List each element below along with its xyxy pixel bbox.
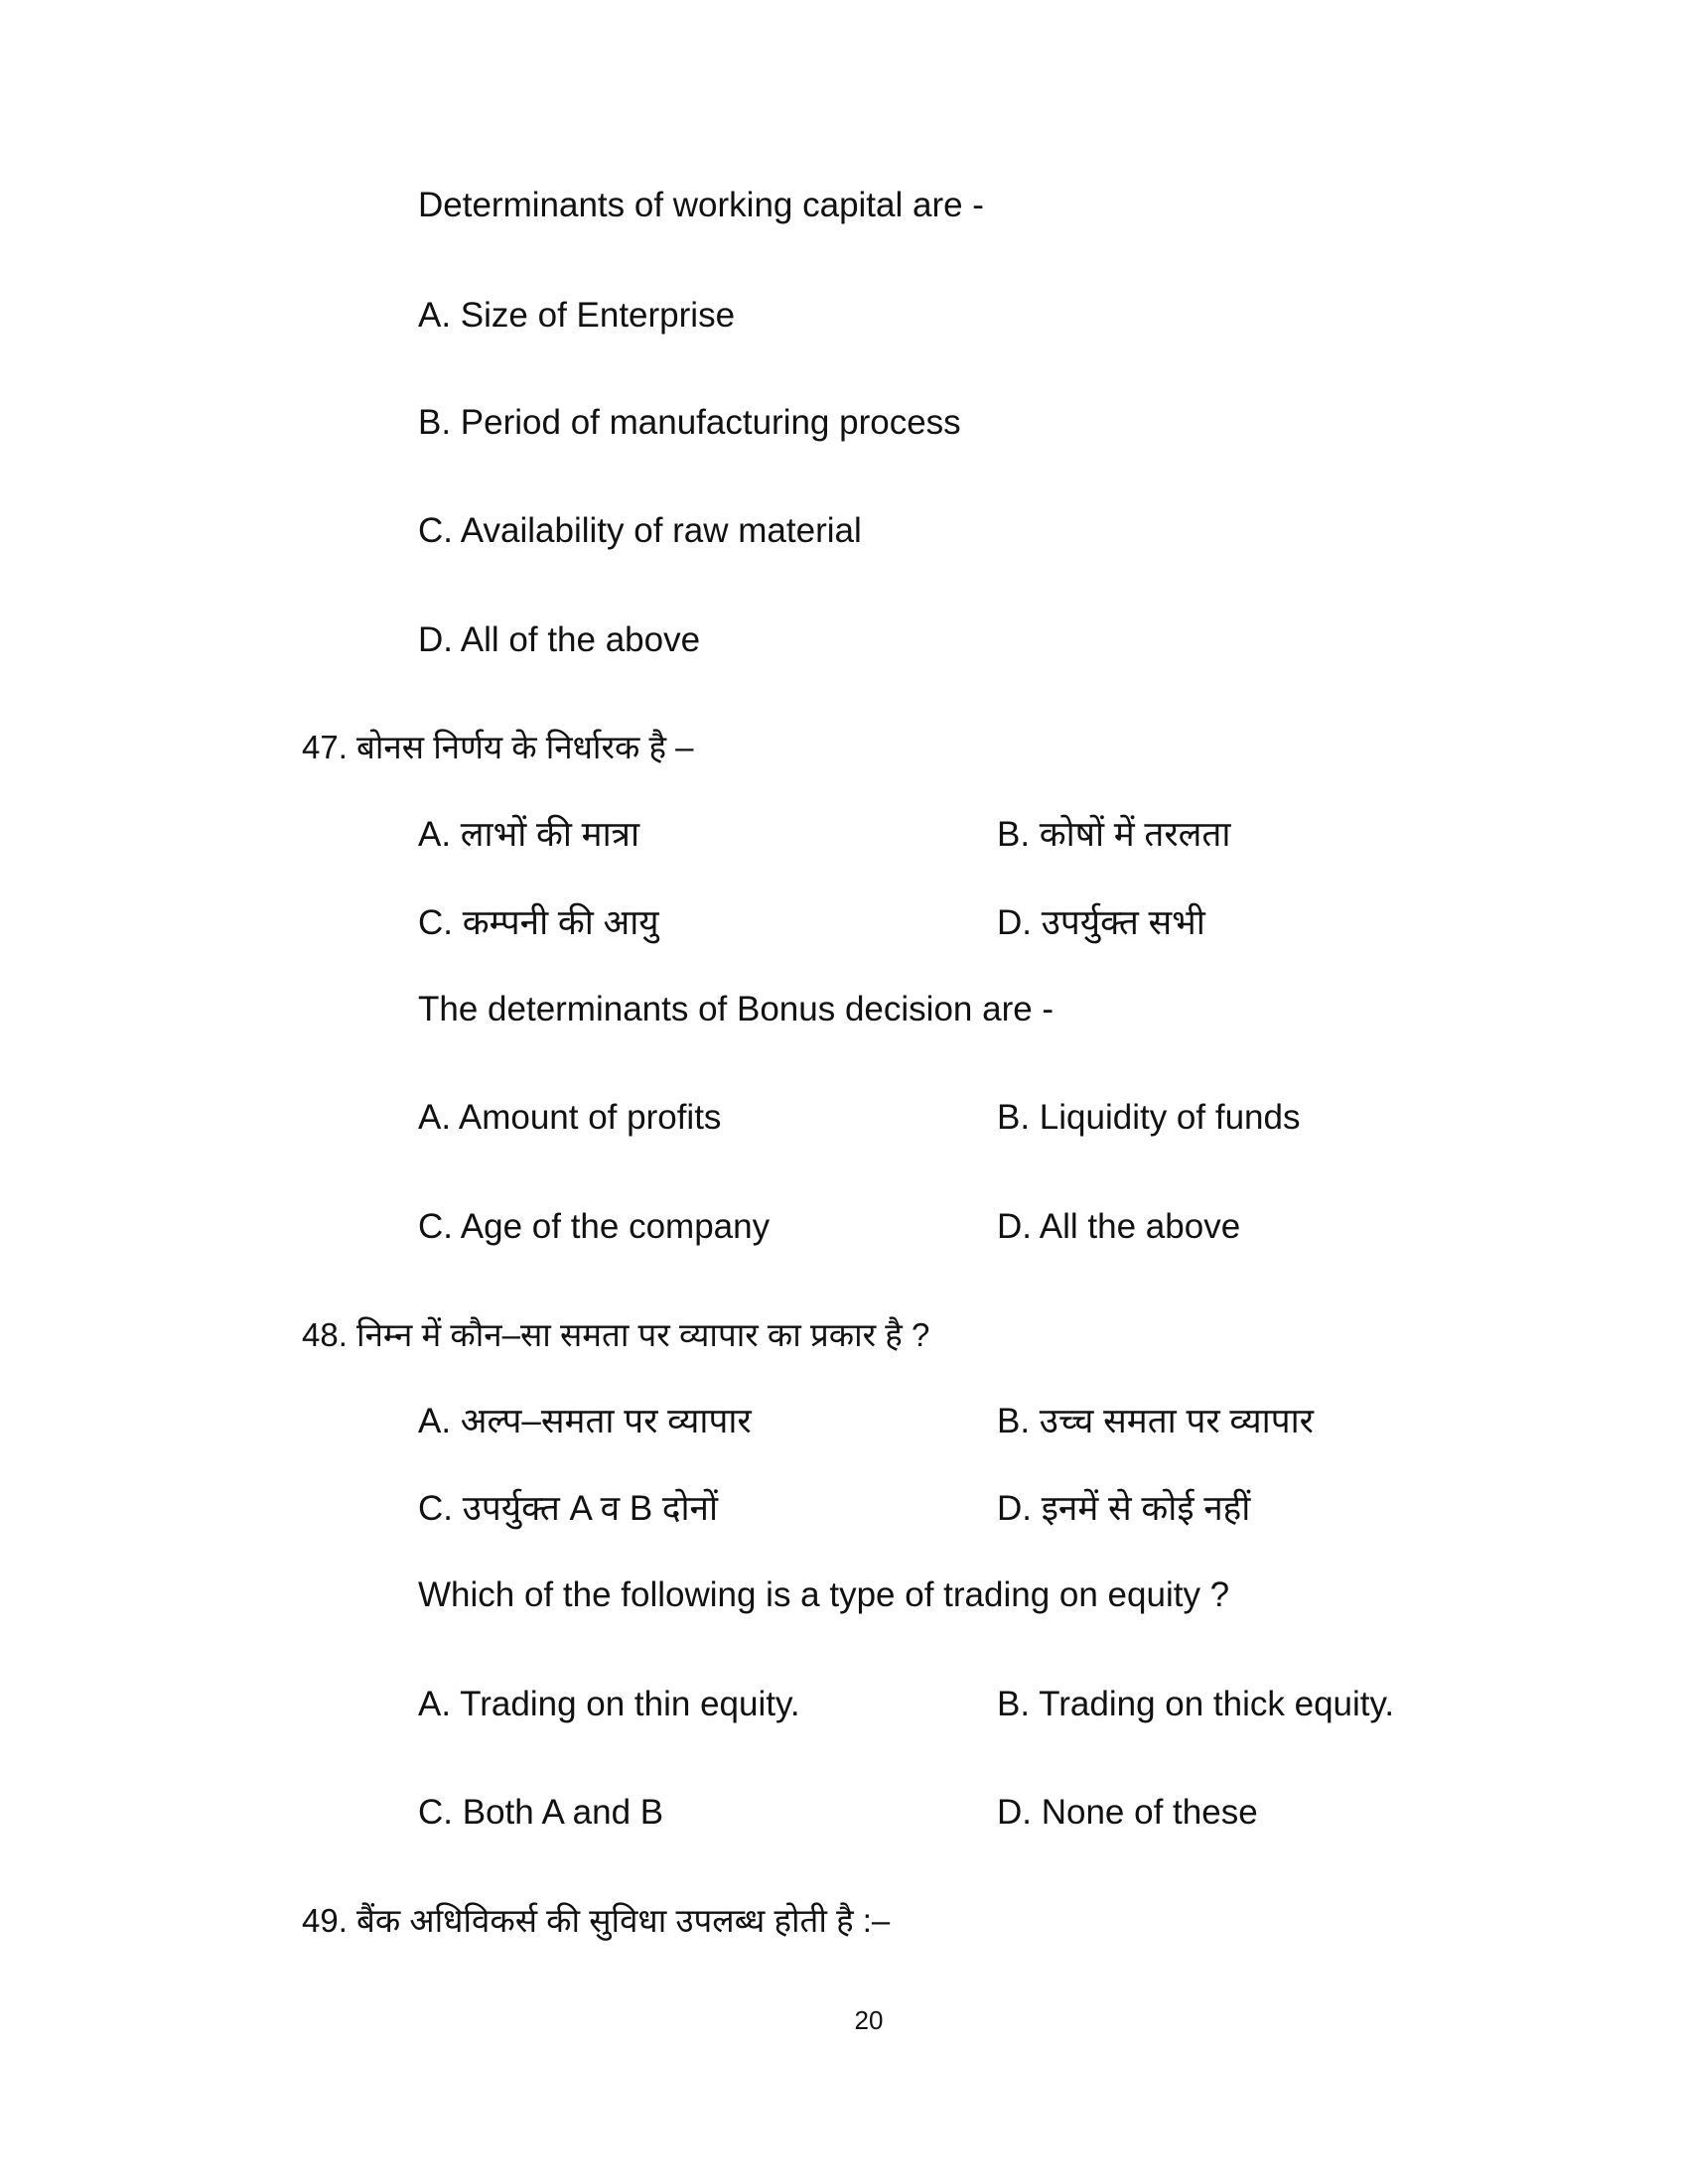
q47-english-option-c: C. Age of the company	[418, 1207, 771, 1246]
q48-hindi-option-d: D. इनमें से कोई नहीं	[997, 1489, 1251, 1528]
q47-english-option-b: B. Liquidity of funds	[997, 1098, 1301, 1137]
q48-english-option-b: B. Trading on thick equity.	[997, 1685, 1395, 1723]
q48-english-question: Which of the following is a type of trading on equity ?	[418, 1575, 1230, 1614]
q48-english-option-d: D. None of these	[997, 1793, 1258, 1832]
q48-hindi-option-c: C. उपर्युक्त A व B दोनों	[418, 1489, 719, 1528]
q46-option-b: B. Period of manufacturing process	[418, 403, 961, 442]
q48-hindi-option-b: B. उच्च समता पर व्यापार	[997, 1402, 1314, 1440]
page-number: 20	[854, 2005, 884, 2035]
q47-hindi-option-b: B. कोषों में तरलता	[997, 815, 1231, 854]
q48-english-option-c: C. Both A and B	[418, 1793, 664, 1832]
q46-english-question: Determinants of working capital are -	[418, 186, 984, 224]
q48-hindi-question: 48. निम्न में कौन–सा समता पर व्यापार का प्रकार है ?	[302, 1316, 930, 1353]
q46-option-d: D. All of the above	[418, 620, 701, 659]
q47-english-question: The determinants of Bonus decision are -	[418, 990, 1055, 1028]
q47-english-option-d: D. All the above	[997, 1207, 1241, 1246]
q47-hindi-option-c: C. कम्पनी की आयु	[418, 903, 659, 942]
q47-hindi-question: 47. बोनस निर्णय के निर्धारक है –	[302, 729, 694, 765]
q48-english-option-a: A. Trading on thin equity.	[418, 1685, 800, 1723]
q46-option-c: C. Availability of raw material	[418, 511, 862, 550]
q46-option-a: A. Size of Enterprise	[418, 296, 736, 335]
q47-hindi-option-d: D. उपर्युक्त सभी	[997, 903, 1205, 942]
q49-hindi-question: 49. बैंक अधिविकर्स की सुविधा उपलब्ध होती है :–	[302, 1902, 891, 1939]
q47-hindi-option-a: A. लाभों की मात्रा	[418, 815, 640, 854]
q47-english-option-a: A. Amount of profits	[418, 1098, 722, 1137]
q48-hindi-option-a: A. अल्प–समता पर व्यापार	[418, 1402, 752, 1440]
